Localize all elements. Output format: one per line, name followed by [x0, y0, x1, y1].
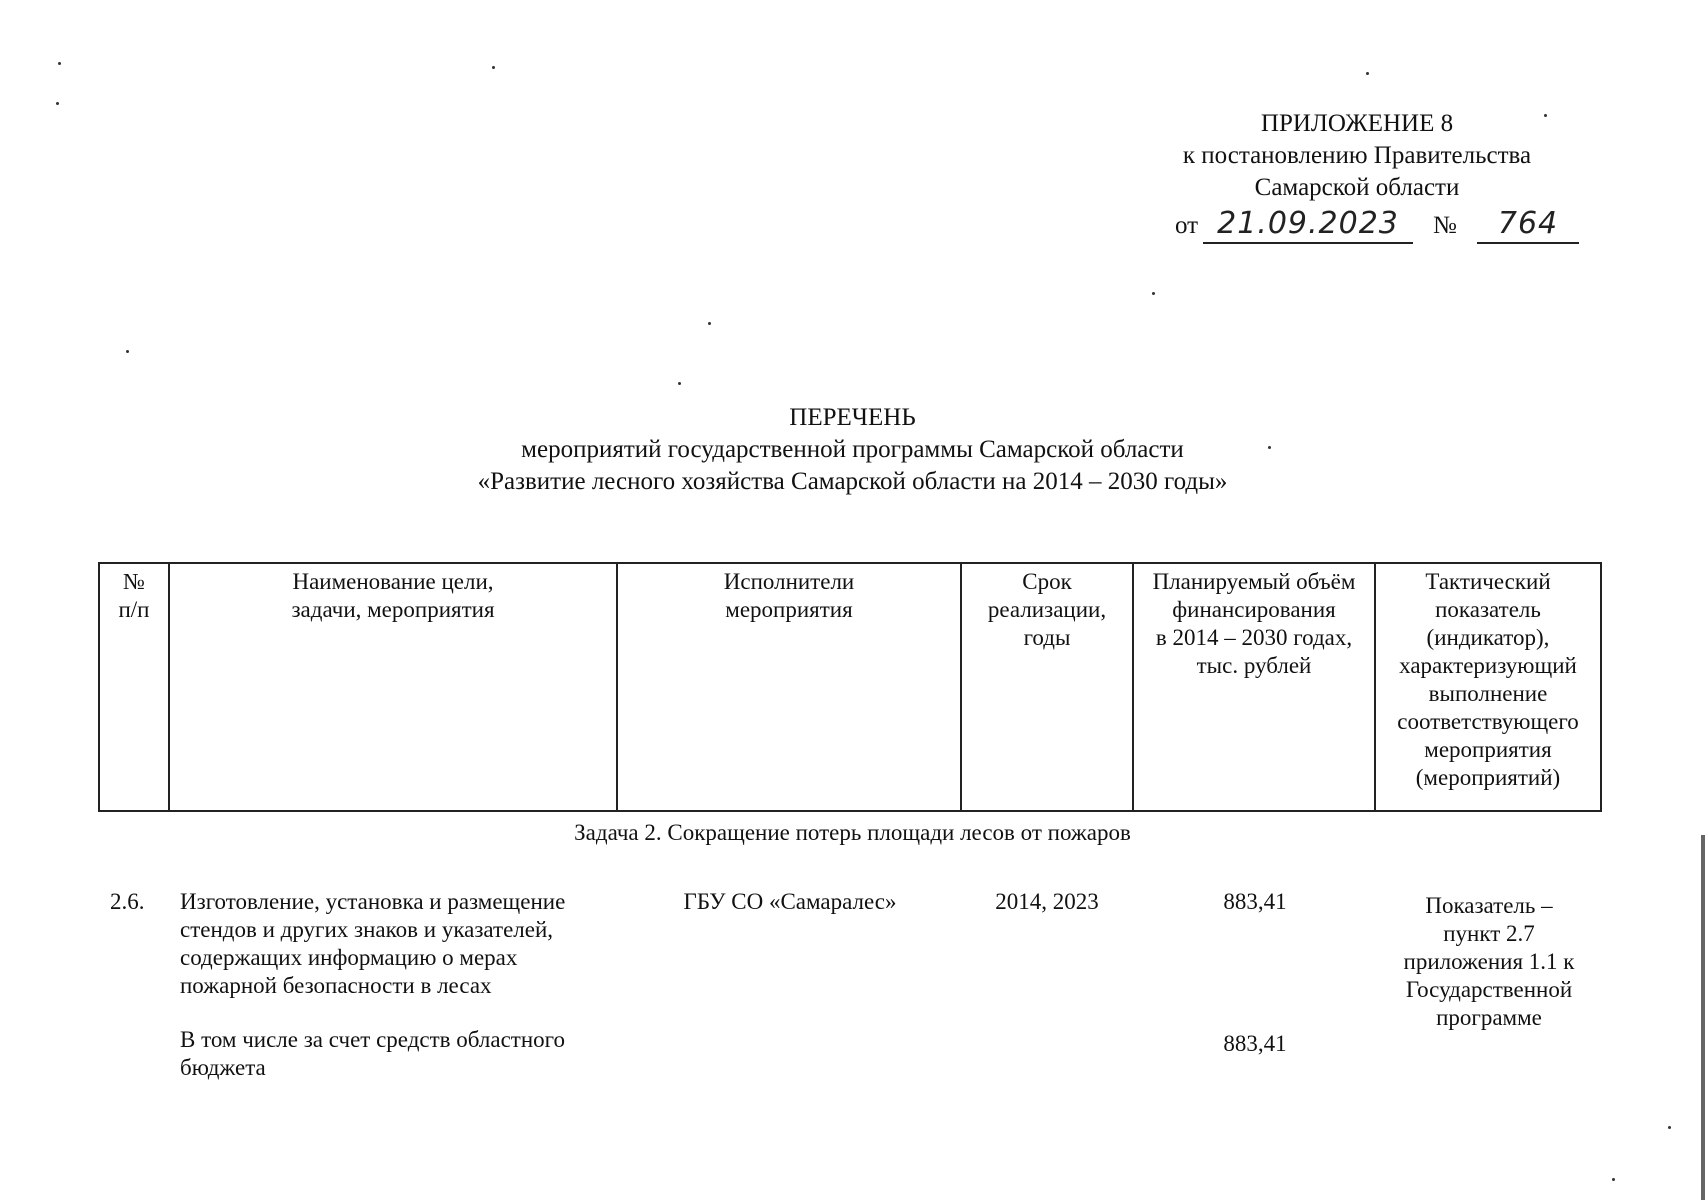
header-num: № п/п	[99, 563, 169, 811]
row-financing: 883,41	[1223, 889, 1287, 914]
scan-speck	[1612, 1178, 1615, 1181]
task-heading: Задача 2. Сокращение потерь площади лесов от пожаров	[574, 820, 1131, 845]
heading-line-3: «Развитие лесного хозяйства Самарской области на 2014 – 2030 годы»	[477, 468, 1228, 495]
appendix-line-2: к постановлению Правительства	[1182, 142, 1532, 169]
scan-speck	[678, 382, 681, 385]
scan-speck	[1152, 292, 1155, 295]
header-executors: Исполнители мероприятия	[617, 563, 961, 811]
scan-speck	[126, 350, 129, 353]
scan-speck	[708, 322, 711, 325]
measures-table-header	[98, 562, 1602, 812]
scan-speck	[1544, 114, 1547, 117]
row-name: Изготовление, установка и размещение стендов и других знаков и указателей, содержащих информацию о мерах пожарной безопасности в лесах	[180, 889, 566, 998]
handwritten-date: 21.09.2023	[1203, 206, 1413, 244]
appendix-title: ПРИЛОЖЕНИЕ 8	[1260, 110, 1454, 137]
subtotal-label: В том числе за счет средств областного бюджета	[180, 1027, 566, 1080]
heading-line-2: мероприятий государственной программы Самарской области	[521, 436, 1184, 463]
row-term: 2014, 2023	[995, 889, 1099, 914]
header-financing: Планируемый объём финансирования в 2014 – 2030 годах, тыс. рублей	[1133, 563, 1375, 811]
appendix-date-number-row	[1167, 208, 1587, 248]
header-indicator: Тактический показатель (индикатор), характеризующий выполнение соответствующего мероприятия (мероприятий)	[1375, 563, 1601, 811]
appendix-line-3: Самарской области	[1254, 174, 1460, 201]
row-indicator: Показатель – пункт 2.7 приложения 1.1 к Государственной программе	[1403, 893, 1575, 1030]
appendix-header	[1127, 108, 1587, 204]
scan-speck	[56, 102, 59, 105]
subtotal-financing: 883,41	[1223, 1031, 1287, 1056]
scan-speck	[492, 66, 495, 69]
row-number: 2.6.	[110, 889, 145, 914]
document-heading	[0, 402, 1705, 498]
scan-speck	[58, 62, 61, 65]
scan-speck	[1268, 446, 1271, 449]
header-name: Наименование цели, задачи, мероприятия	[169, 563, 617, 811]
number-label: №	[1433, 212, 1457, 239]
handwritten-number: 764	[1477, 206, 1579, 244]
scan-speck	[1668, 1126, 1671, 1129]
header-term: Срок реализации, годы	[961, 563, 1133, 811]
row-executor: ГБУ СО «Самаралес»	[683, 889, 897, 914]
heading-line-1: ПЕРЕЧЕНЬ	[789, 404, 916, 431]
scan-speck	[1366, 72, 1369, 75]
from-label: от	[1175, 212, 1199, 239]
scan-edge-shadow	[1701, 835, 1705, 1200]
